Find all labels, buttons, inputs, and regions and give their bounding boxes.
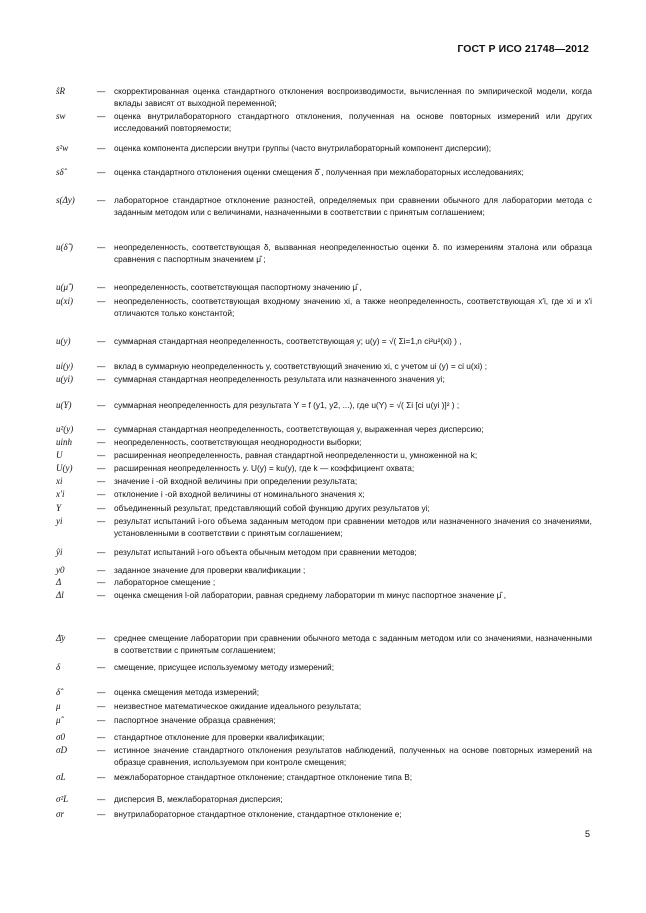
dash-separator: — (97, 547, 106, 557)
dash-separator: — (97, 143, 106, 153)
dash-separator: — (97, 516, 106, 526)
dash-separator: — (97, 687, 106, 697)
dash-separator: — (97, 701, 106, 711)
dash-separator: — (97, 242, 106, 252)
definition-text: оценка смещения l-ой лаборатории, равная среднему лаборатории m минус паспортное значение μ̂ , (114, 590, 507, 600)
definition-text: неопределенность, соответствующая δ, вызванная неопределенностью оценки δ. по измерениям эталона или образца сравнения с паспортным значением μ̂ ; (114, 242, 592, 264)
dash-separator: — (97, 296, 106, 306)
definition-text: результат испытаний i-ого объекта обычным методом при сравнении методов; (114, 547, 417, 557)
definition-text: неизвестное математическое ожидание идеального результата; (114, 701, 362, 711)
symbol: sδ̂ (56, 167, 64, 177)
symbol: u(y) (56, 336, 71, 346)
dash-separator: — (97, 809, 106, 819)
symbol: u(yi) (56, 374, 73, 384)
dash-separator: — (97, 772, 106, 782)
symbol: s²w (56, 143, 69, 153)
dash-separator: — (97, 282, 106, 292)
symbol: δ̂ (56, 687, 61, 697)
definition-text: дисперсия B, межлабораторная дисперсия; (114, 794, 283, 804)
symbol: xi (56, 476, 63, 486)
dash-separator: — (97, 195, 106, 205)
symbol: u(xi) (56, 296, 73, 306)
dash-separator: — (97, 167, 106, 177)
dash-separator: — (97, 794, 106, 804)
symbol: u²(y) (56, 424, 74, 434)
definition-text: оценка компонента дисперсии внутри группы (часто внутрилабораторный компонент дисперсии); (114, 143, 492, 153)
definition-text: вклад в суммарную неопределенность y, соответствующий значению xi, с учетом ui (y) = ci u(xi) ; (114, 361, 488, 371)
definition-text: неопределенность, соответствующая входному значению xi, а также неопределенность, соответствующая x′i, где xi и x′i отличаются только константой; (114, 296, 592, 318)
symbol: Y (56, 503, 62, 513)
symbol: Δ̄y (56, 633, 66, 643)
symbol: y0 (56, 565, 65, 575)
dash-separator: — (97, 111, 106, 121)
definition-text: суммарная стандартная неопределенность, соответствующая y, выраженная через дисперсию; (114, 424, 484, 434)
dash-separator: — (97, 577, 106, 587)
dash-separator: — (97, 476, 106, 486)
dash-separator: — (97, 565, 106, 575)
definition-text: отклонение i -ой входной величины от номинального значения x; (114, 489, 365, 499)
dash-separator: — (97, 503, 106, 513)
definition-text: паспортное значение образца сравнения; (114, 715, 276, 725)
dash-separator: — (97, 463, 106, 473)
dash-separator: — (97, 732, 106, 742)
symbol: U(y) (56, 463, 73, 473)
dash-separator: — (97, 662, 106, 672)
definition-text: оценка смещения метода измерений; (114, 687, 260, 697)
symbol: x′i (56, 489, 65, 499)
symbol: μ̂ (56, 715, 61, 725)
symbol: Δ (56, 577, 62, 587)
definition-text: неопределенность, соответствующая неоднородности выборки; (114, 437, 362, 447)
dash-separator: — (97, 336, 106, 346)
symbol: ui(y) (56, 361, 73, 371)
symbol: U (56, 450, 63, 460)
document-header: ГОСТ Р ИСО 21748—2012 (457, 43, 589, 55)
definition-text: суммарная стандартная неопределенность, соответствующая y; u(y) = √( Σi=1,n ci²u²(xi) ) , (114, 336, 462, 346)
definition-text: оценка внутрилабораторного стандартного отклонения, полученная на основе повторных измерений или других исследований повторяемости; (114, 111, 592, 133)
definition-text: лабораторное стандартное отклонение разностей, определяемых при сравнении обычного для лаборатории метода с заданным методом или с величинами, назначенными в соответствии с принятым соглашением; (114, 195, 592, 217)
dash-separator: — (97, 361, 106, 371)
dash-separator: — (97, 633, 106, 643)
definition-text: внутрилабораторное стандартное отклонение, стандартное отклонение e; (114, 809, 402, 819)
symbol: u(Y) (56, 400, 72, 410)
dash-separator: — (97, 424, 106, 434)
definition-text: среднее смещение лаборатории при сравнении обычного метода с заданным методом или со значениями, назначенными в соответствии с принятым соглашением; (114, 633, 592, 655)
page-number: 5 (584, 829, 590, 839)
symbol: u(δ̂ ) (56, 242, 73, 252)
symbol: σ0 (56, 732, 65, 742)
dash-separator: — (97, 450, 106, 460)
symbol: sw (56, 111, 66, 121)
definition-text: лабораторное смещение ; (114, 577, 216, 587)
symbol: δ (56, 662, 61, 672)
definition-text: расширенная неопределенность y. U(y) = ku(y), где k — коэффициент охвата; (114, 463, 415, 473)
dash-separator: — (97, 489, 106, 499)
dash-separator: — (97, 715, 106, 725)
dash-separator: — (97, 745, 106, 755)
definition-text: оценка стандартного отклонения оценки смещения δ̂ , полученная при межлабораторных исследованиях; (114, 167, 524, 177)
symbol: u(μ̂ ) (56, 282, 74, 292)
symbol: σD (56, 745, 67, 755)
symbol: σr (56, 809, 64, 819)
dash-separator: — (97, 437, 106, 447)
symbol: ŷi (56, 547, 63, 557)
definition-text: неопределенность, соответствующая паспортному значению μ̂ , (114, 282, 362, 292)
definition-text: расширенная неопределенность, равная стандартной неопределенности u, умноженной на k; (114, 450, 478, 460)
definition-text: скорректированная оценка стандартного отклонения воспроизводимости, вычисленная по эмпирической модели, когда вклады зависят от выходной переменной; (114, 86, 592, 108)
definition-text: межлабораторное стандартное отклонение; стандартное отклонение типа B; (114, 772, 413, 782)
symbol: Δl (56, 590, 64, 600)
dash-separator: — (97, 590, 106, 600)
definition-text: истинное значение стандартного отклонения результатов наблюдений, полученных на основе повторных измерений на образце сравнения, используемом при контроле смещения; (114, 745, 592, 767)
definition-text: смещение, присущее используемому методу измерений; (114, 662, 335, 672)
dash-separator: — (97, 400, 106, 410)
definition-text: стандартное отклонение для проверки квалификации; (114, 732, 325, 742)
symbol: σL (56, 772, 66, 782)
symbol: ŝR (56, 86, 65, 96)
symbol: s(Δy) (56, 195, 75, 205)
definition-text: значение i -ой входной величины при определении результата; (114, 476, 358, 486)
definition-text: результат испытаний i-ого объема заданным методом при сравнении методов или назначенного значения со значениями, установленными в соответствии с принятым соглашением; (114, 516, 592, 538)
definition-text: заданное значение для проверки квалификации ; (114, 565, 306, 575)
symbol: σ²L (56, 794, 69, 804)
dash-separator: — (97, 374, 106, 384)
symbol: yi (56, 516, 63, 526)
definition-text: объединенный результат, представляющий собой функцию других результатов yi; (114, 503, 430, 513)
symbol: uinh (56, 437, 73, 447)
dash-separator: — (97, 86, 106, 96)
definition-text: суммарная стандартная неопределенность результата или назначенного значения yi; (114, 374, 445, 384)
symbol: μ (56, 701, 61, 711)
definition-text: суммарная неопределенность для результата Y = f (y1, y2, ...), где u(Y) = √( Σi [ci u(yi )]² ) ; (114, 400, 460, 410)
